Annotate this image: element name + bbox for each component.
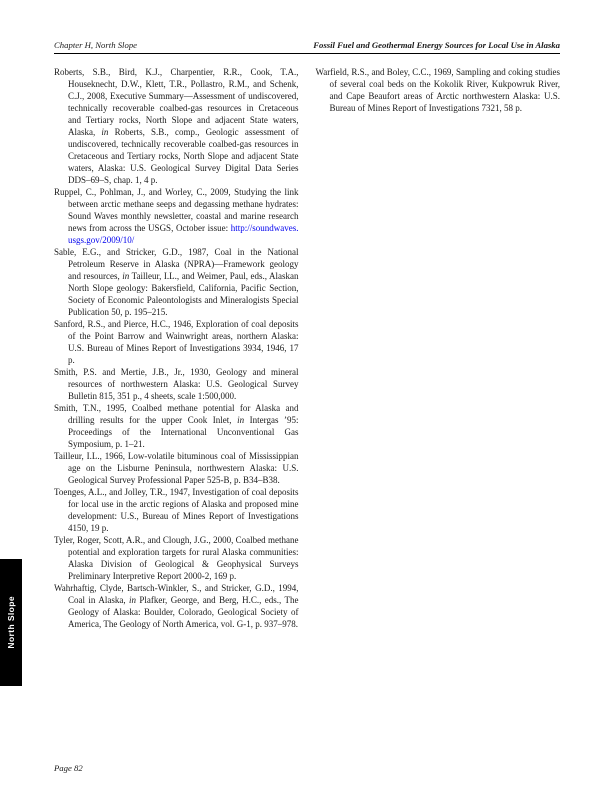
reference-text-segment: Plafker, George, and Berg, H.C., eds., The Geology of Alaska: Boulder, Colorado, Geological Society of America, The Geology of North America, vol. G-1, p. 937–978. <box>68 595 299 629</box>
side-tab-label: North Slope <box>6 596 16 649</box>
references-section <box>54 66 560 630</box>
reference-text-segment: Toenges, A.L., and Jolley, T.R., 1947, Investigation of coal deposits for local use in the arctic regions of Alaska and proposed mine development: U.S., Bureau of Mines Report of Investigations 4150, 19 p. <box>54 487 299 533</box>
reference-text-segment: Sable, E.G., and Stricker, G.D., 1987, Coal in the National Petroleum Reserve in Alaska (NPRA)—Framework geology and resources, <box>54 247 299 281</box>
reference-entry <box>54 582 299 630</box>
reference-text-segment: Tyler, Roger, Scott, A.R., and Clough, J.G., 2000, Coalbed methane potential and exploration targets for rural Alaska communities: Alaska Division of Geological & Geophysical Surveys Preliminary Interpretive Report 2000-2, 169 p. <box>54 535 299 581</box>
reference-text-segment: Roberts, S.B., comp., Geologic assessment of undiscovered, technically recoverable coalbed-gas resources in Cretaceous and Tertiary rocks, North Slope and adjacent State waters, Alaska: U.S. Geological Survey Digital Data Series DDS–69–S, chap. 1, 4 p. <box>68 127 299 185</box>
reference-entry <box>54 66 299 186</box>
running-head-title: Fossil Fuel and Geothermal Energy Sources for Local Use in Alaska <box>313 40 560 50</box>
references-column-left <box>54 66 299 630</box>
reference-text-segment: Wahrhaftig, Clyde, Bartsch-Winkler, S., and Stricker, G.D., 1994, Coal in Alaska, <box>54 583 299 605</box>
page-number: Page 82 <box>54 763 83 773</box>
reference-text-segment: in <box>237 415 245 425</box>
reference-entry <box>54 318 299 366</box>
reference-hyperlink[interactable]: http://soundwaves.usgs.gov/2009/10/ <box>68 223 299 245</box>
reference-entry <box>316 66 561 114</box>
reference-entry <box>54 450 299 486</box>
reference-text-segment: in <box>122 271 130 281</box>
reference-text-segment: Roberts, S.B., Bird, K.J., Charpentier, R.R., Cook, T.A., Houseknecht, D.W., Klett, T.R., Pollastro, R.M., and Schenk, C.J., 2008, Executive Summary—Assessment of undiscovered, technically recoverable coalbed-gas resources in Cretaceous and Tertiary rocks, North Slope and adjacent State waters, Alaska, <box>54 67 299 137</box>
reference-entry <box>54 486 299 534</box>
reference-entry <box>54 534 299 582</box>
references-column-right <box>316 66 561 630</box>
reference-text-segment: Smith, P.S. and Mertie, J.B., Jr., 1930, Geology and mineral resources of northwestern Alaska: U.S. Geological Survey Bulletin 815, 351 p., 4 sheets, scale 1:500,000. <box>54 367 299 401</box>
reference-entry <box>54 402 299 450</box>
side-tab-north-slope <box>0 559 22 686</box>
reference-text-segment: in <box>128 595 136 605</box>
reference-text-segment: Tailleur, I.L., 1966, Low-volatile bituminous coal of Mississippian age on the Lisburne Peninsula, northwestern Alaska: U.S. Geological Survey Professional Paper 525-B, p. B34–B38. <box>54 451 299 485</box>
reference-text-segment: Intergas ’95: Proceedings of the International Unconventional Gas Symposium, p. 1–21. <box>68 415 299 449</box>
header-rule <box>54 53 560 54</box>
reference-entry <box>54 246 299 318</box>
page-footer <box>54 763 83 773</box>
reference-text-segment: Tailleur, I.L., and Weimer, Paul, eds., Alaskan North Slope geology: Bakersfield, California, Pacific Section, Society of Economic Paleontologists and Mineralogists Special Publication 50, p. 195–215. <box>68 271 299 317</box>
reference-text-segment: in <box>101 127 109 137</box>
reference-text-segment: Smith, T.N., 1995, Coalbed methane potential for Alaska and drilling results for the upper Cook Inlet, <box>54 403 299 425</box>
reference-text-segment: Ruppel, C., Pohlman, J., and Worley, C., 2009, Studying the link between arctic methane seeps and degassing methane hydrates: Sound Waves monthly newsletter, coastal and marine research news from across the USGS, October issue: <box>54 187 299 233</box>
reference-text-segment: Sanford, R.S., and Pierce, H.C., 1946, Exploration of coal deposits of the Point Barrow and Wainwright areas, northern Alaska: U.S. Bureau of Mines Report of Investigations 3934, 1946, 17 p. <box>54 319 299 365</box>
reference-entry <box>54 186 299 246</box>
running-head-chapter: Chapter H, North Slope <box>54 40 138 50</box>
page-header <box>54 40 560 50</box>
reference-entry <box>54 366 299 402</box>
reference-text-segment: Warfield, R.S., and Boley, C.C., 1969, Sampling and coking studies of several coal beds on the Kokolik River, Kukpowruk River, and Cape Beaufort areas of Arctic northwestern Alaska: U.S. Bureau of Mines Report of Investigations 7321, 58 p. <box>315 67 560 113</box>
